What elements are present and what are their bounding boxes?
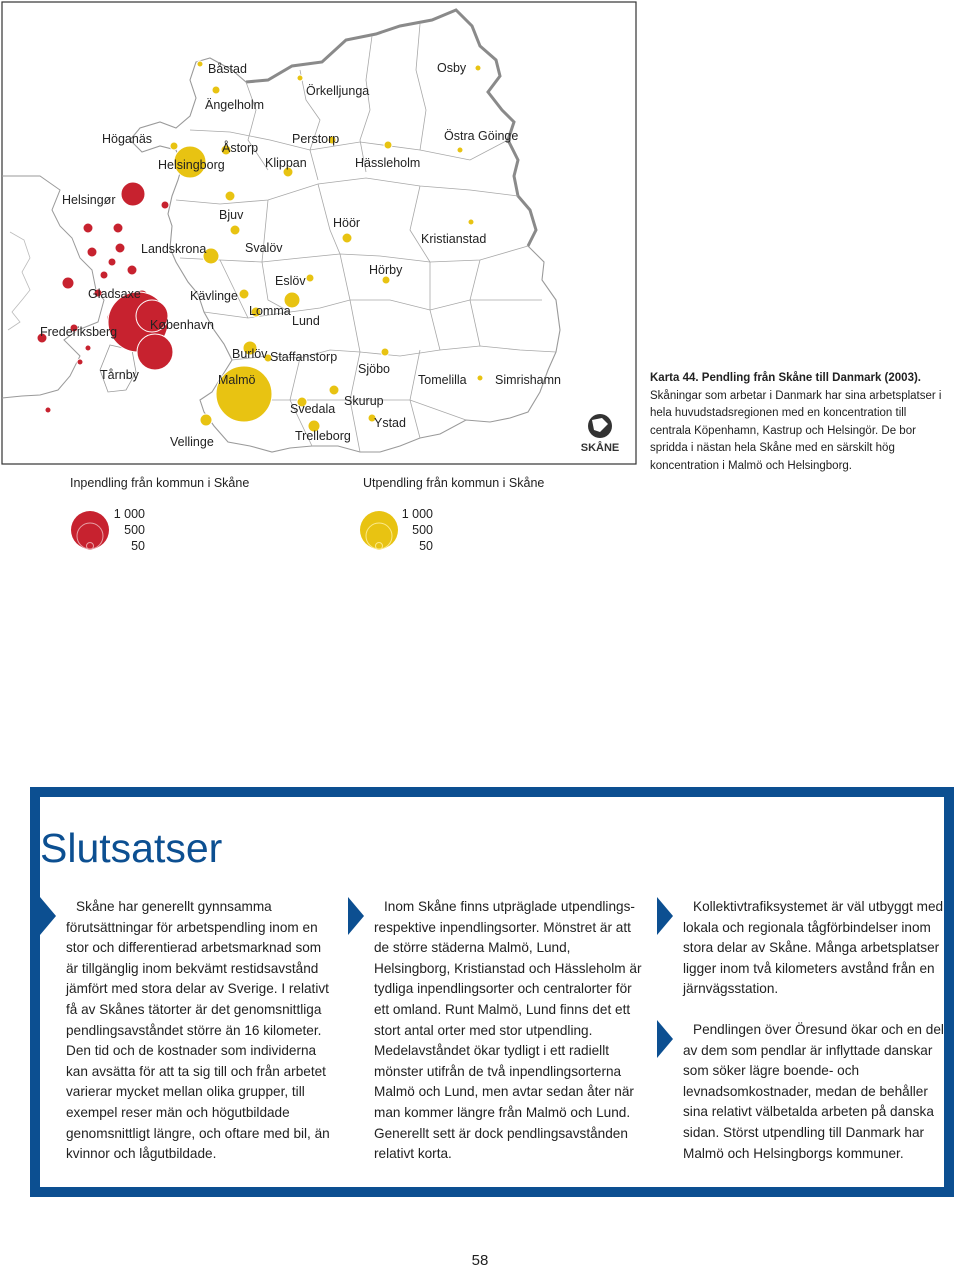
place-label: Östra Göinge [444,129,519,143]
conclusion-paragraph: Kollektivtrafiksystemet är väl utbyggt med lokala och regionala tågförbindelser inom stora delar av Skåne. Många arbetsplatser ligger inom två kilometers avstånd från en järnvägsstation. [683,897,945,1000]
place-label: Helsingør [62,193,116,207]
outflow-circle [200,414,212,426]
conclusion-paragraph: Pendlingen över Öresund ökar och en del av dem som pendlar är inflyttade danskar som söker lägre boende- och levnadsomkostnader, medan de behåller sina relativt välbetalda arbeten på danska sidan. Störst utpendling till Danmark har Malmö och Helsingborgs kommuner. [683,1020,945,1164]
place-label: Svedala [290,402,336,416]
place-label: Skurup [344,394,384,408]
place-label: Åstorp [222,141,259,155]
outflow-circle [170,142,178,150]
outflow-circle [457,147,463,153]
conclusions-column-2 [374,897,644,1185]
place-label: Landskrona [141,242,207,256]
bullet-triangle-icon [40,897,56,935]
outflow-circle [230,225,240,235]
place-label: Hässleholm [355,156,421,170]
outflow-circle [468,219,474,225]
outflow-legend-1000: 1 000 [401,507,433,521]
inflow-legend-50: 50 [131,539,145,553]
outflow-circle [342,233,352,243]
conclusions-box [30,787,954,1197]
inflow-circle [137,334,173,370]
inflow-legend-1000: 1 000 [113,507,145,521]
inflow-circle [121,182,145,206]
inflow-circle [127,265,137,275]
place-label: Kävlinge [190,289,238,303]
inflow-circle [62,277,74,289]
place-label: Helsingborg [158,158,225,172]
place-label: Kristianstad [421,232,487,246]
place-label: Perstorp [292,132,340,146]
place-label: Gladsaxe [88,287,141,301]
outflow-circle [382,276,390,284]
inflow-legend [71,507,145,553]
inflow-circle [115,243,125,253]
caption-body: Skåningar som arbetar i Danmark har sina arbetsplatser i hela huvudstadsregionen med en koncentration till centrala Köpenhamn, Kastrup och Helsingör. De bor spridda i nästan hela Skåne med en särskilt hög koncentration i Malmö och Helsingborg. [650,389,942,472]
place-label: Staffanstorp [270,350,338,364]
place-label: Burlöv [232,347,268,361]
place-label: Malmö [218,373,256,387]
outflow-circle [477,375,483,381]
place-label: Sjöbo [358,362,390,376]
caption-title: Karta 44. Pendling från Skåne till Danmark (2003). [650,372,921,384]
outflow-legend [360,507,433,553]
conclusion-paragraph: Skåne har generellt gynnsamma förutsättningar för arbetspendling inom en stor och differentierad arbetsmarknad som är tillgänglig inom bekvämt restidsavstånd jämfört med stora delar av Sverige. I relativt få av Skånes tätorter är det genomsnittliga pendlingsavståndet större än 16 kilometer. Den tid och de kostnader som individerna kan avsätta för att ta sig till och från arbetet varierar mycket mellan olika grupper, till exempel reser män och högutbildade genomsnittligt längre, och oftare med bil, än kvinnor och lågutbildade. [66,897,336,1165]
outflow-circle [225,191,235,201]
inflow-legend-500: 500 [124,523,145,537]
place-label: Tårnby [100,368,139,382]
inflow-circle [161,201,169,209]
inflow-circle [113,223,123,233]
place-label: Ystad [374,416,406,430]
bullet-triangle-icon [657,897,673,935]
outflow-circle [475,65,481,71]
place-label: Simrishamn [495,373,561,387]
conclusions-heading: Slutsatser [40,825,223,871]
outflow-legend-500: 500 [412,523,433,537]
outflow-legend-50: 50 [419,539,433,553]
place-label: Frederiksberg [40,325,118,339]
inflow-circle [83,223,93,233]
place-label: Lomma [249,304,291,318]
place-label: København [150,318,214,332]
conclusions-column-1 [66,897,336,1185]
outflow-circle [381,348,389,356]
place-label: Höör [333,216,361,230]
commuting-map [0,0,960,560]
conclusion-paragraph: Inom Skåne finns utpräglade utpendlings- respektive inpendlingsorter. Mönstret är att de större städerna Malmö, Lund, Helsingborg, Kristianstad och Hässleholm är tydliga inpendlingsorter och centralorter för ett omland. Runt Malmö, Lund finns det ett stort antal orter med stor utpendling. Medelavståndet ökar tydligt i ett radiellt mönster utifrån de två inpendlingsorterna Malmö och Lund, men avtar sedan åter när man kommer längre från Malmö och Lund. Generellt sett är dock pendlingsavstånden relativt korta. [374,897,644,1165]
outflow-circle [297,75,303,81]
place-label: Örkelljunga [306,84,370,98]
inflow-circle [45,407,51,413]
place-label: Bjuv [219,208,244,222]
bullet-triangle-icon [348,897,364,935]
map-caption [650,370,950,475]
outflow-circle [239,289,249,299]
place-label: Eslöv [275,274,306,288]
place-label: Lund [292,314,320,328]
outflow-circle [384,141,392,149]
place-label: Svalöv [245,241,283,255]
place-label: Höganäs [102,132,153,146]
place-label: Båstad [208,62,247,76]
bullet-triangle-icon [657,1020,673,1058]
conclusions-column-3 [683,897,945,1184]
place-label: Ängelholm [205,98,265,112]
inflow-circle [77,359,83,365]
inflow-circle [108,258,116,266]
outflow-circle [212,86,220,94]
inflow-circle [85,345,91,351]
place-label: Osby [437,61,467,75]
logo-text: SKÅNE [580,442,620,454]
outflow-legend-title: Utpendling från kommun i Skåne [363,476,545,490]
outflow-circle [329,385,339,395]
outflow-circle [197,61,203,67]
place-label: Trelleborg [295,429,351,443]
inflow-legend-title: Inpendling från kommun i Skåne [70,476,250,490]
place-label: Vellinge [170,435,214,449]
inflow-circle [100,271,108,279]
place-label: Tomelilla [418,373,467,387]
page-number: 58 [471,1252,489,1269]
outflow-circle [306,274,314,282]
inflow-circle [87,247,97,257]
place-label: Klippan [265,156,307,170]
place-label: Hörby [369,263,403,277]
